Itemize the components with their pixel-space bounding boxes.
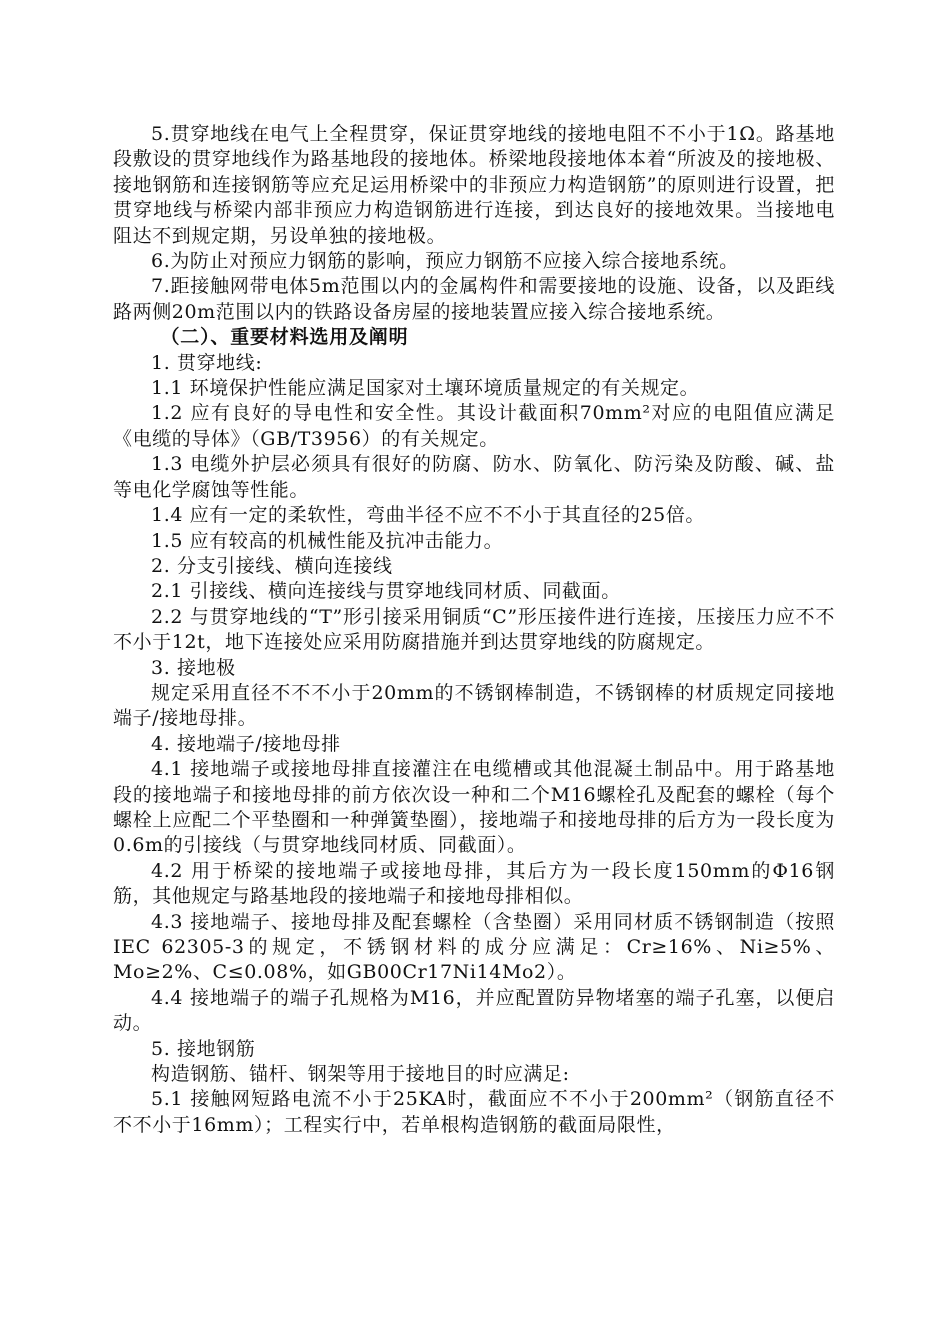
document-page — [113, 122, 835, 1138]
item-5-body: 构造钢筋、锚杆、钢架等用于接地目的时应满足: — [151, 1063, 570, 1086]
item-1-3: 1.3 电缆外护层必须具有很好的防腐、防水、防氧化、防污染及防酸、碱、盐等电化学腐蚀等性能。 — [113, 453, 835, 501]
item-2-2: 2.2 与贯穿地线的“T”形引接采用铜质“C”形压接件进行连接，压接压力应不不不小于12t，地下连接处应采用防腐措施并到达贯穿地线的防腐规定。 — [113, 605, 835, 654]
paragraph-through-ground-wire: 5.贯穿地线在电气上全程贯穿，保证贯穿地线的接地电阻不不小于1Ω。路基地段敷设的贯穿地线作为路基地段的接地体。桥梁地段接地体本着“所波及的接地极、接地钢筋和连接钢筋等应充足运用桥梁中的非预应力构造钢筋”的原则进行设置，把贯穿地线与桥梁内部非预应力构造钢筋进行连接，到达良好的接地效果。当接地电阻达不到规定期，另设单独的接地极。 — [113, 123, 835, 247]
item-3-heading: 3. 接地极 — [151, 656, 236, 679]
item-1-2: 1.2 应有良好的导电性和安全性。其设计截面积70mm²对应的电阻值应满足《电缆的导体》（GB/T3956）的有关规定。 — [113, 402, 835, 450]
item-1-1: 1.1 环境保护性能应满足国家对土壤环境质量规定的有关规定。 — [151, 377, 700, 400]
item-4-heading: 4. 接地端子/接地母排 — [151, 732, 341, 755]
item-1-heading: 1. 贯穿地线: — [151, 351, 263, 374]
paragraph-prestressed-steel: 6.为防止对预应力钢筋的影响，预应力钢筋不应接入综合接地系统。 — [151, 250, 739, 273]
item-1-4: 1.4 应有一定的柔软性，弯曲半径不应不不小于其直径的25倍。 — [151, 504, 706, 527]
item-4-2: 4.2 用于桥梁的接地端子或接地母排，其后方为一段长度150mm的Φ16钢筋，其他规定与路基地段的接地端子和接地母排相似。 — [113, 859, 835, 908]
item-2-heading: 2. 分支引接线、横向连接线 — [151, 554, 393, 577]
item-5-heading: 5. 接地钢筋 — [151, 1037, 256, 1060]
item-4-1: 4.1 接地端子或接地母排直接灌注在电缆槽或其他混凝土制品中。用于路基地段的接地端子和接地母排的前方依次设一种和二个M16螺栓孔及配套的螺栓（每个螺栓上应配二个平垫圈和一种弹簧垫圈），接地端子和接地母排的后方为一段长度为0.6m的引接线（与贯穿地线同材质、同截面）。 — [113, 758, 835, 857]
item-5-1: 5.1 接触网短路电流不小于25KA时，截面应不不小于200mm²（钢筋直径不不不小于16mm）；工程实行中，若单根构造钢筋的截面局限性， — [113, 1088, 835, 1136]
paragraph-catenary-range: 7.距接触网带电体5m范围以内的金属构件和需要接地的设施、设备，以及距线路两侧20m范围以内的铁路设备房屋的接地装置应接入综合接地系统。 — [113, 275, 835, 323]
item-4-4: 4.4 接地端子的端子孔规格为M16，并应配置防异物堵塞的端子孔塞，以便启动。 — [113, 986, 835, 1035]
item-4-3: 4.3 接地端子、接地母排及配套螺栓（含垫圈）采用同材质不锈钢制造（按照IEC 62305-3的规定，不锈钢材料的成分应满足：Cr≥16%、Ni≥5%、Mo≥2%、C≤0.08%，如GB00Cr17Ni14Mo2）。 — [113, 910, 835, 984]
item-1-5: 1.5 应有较高的机械性能及抗冲击能力。 — [151, 529, 504, 552]
section-heading-materials: （二）、重要材料选用及阐明 — [160, 326, 409, 349]
item-3-body: 规定采用直径不不不小于20mm的不锈钢棒制造，不锈钢棒的材质规定同接地端子/接地母排。 — [113, 681, 835, 730]
item-2-1: 2.1 引接线、横向连接线与贯穿地线同材质、同截面。 — [151, 580, 621, 603]
